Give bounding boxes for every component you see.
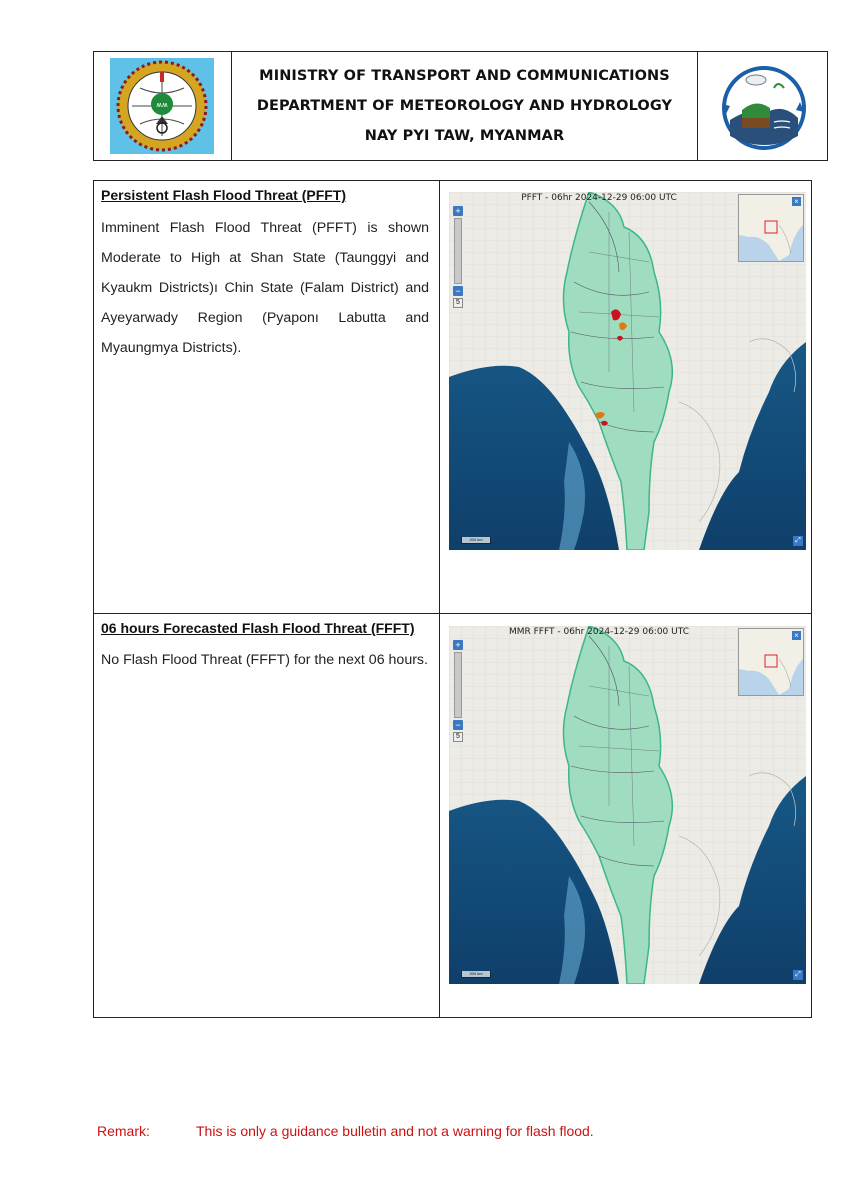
overview-inset-map[interactable] — [738, 194, 804, 262]
zoom-slider[interactable] — [454, 218, 462, 284]
scale-bar: 200 km — [461, 537, 491, 544]
zoom-in-button[interactable]: + — [453, 206, 463, 216]
ministry-emblem-logo — [110, 58, 214, 154]
expand-map-button[interactable]: ⤢ — [793, 536, 803, 546]
scale-bar: 200 km — [461, 971, 491, 978]
pfft-section-title: Persistent Flash Flood Threat (PFFT) — [101, 187, 347, 203]
bulletin-content-table — [93, 180, 812, 1018]
svg-text:ʍʍ: ʍʍ — [156, 101, 168, 109]
overview-inset-map[interactable] — [738, 628, 804, 696]
column-divider — [439, 181, 440, 1017]
ffft-section-title: 06 hours Forecasted Flash Flood Threat (FFFT) — [101, 620, 415, 636]
pfft-map-title: PFFT - 06hr 2024-12-29 06:00 UTC — [521, 193, 677, 203]
ministry-logo-cell — [94, 52, 232, 160]
zoom-in-button[interactable]: + — [453, 640, 463, 650]
dmh-logo-cell — [698, 52, 827, 160]
zoom-slider[interactable] — [454, 652, 462, 718]
pfft-section-body: Imminent Flash Flood Threat (PFFT) is shown Moderate to High at Shan State (Taunggyi and Kyaukm Districts)ı Chin State (Falam District) and Ayeyarwady Region (Pyaponı Labutta and Myaungmya Districts). — [101, 220, 429, 356]
hydrology-cycle-logo — [712, 58, 816, 154]
header-title-block — [232, 52, 698, 160]
ffft-map[interactable] — [449, 626, 806, 984]
zoom-out-button[interactable]: − — [453, 286, 463, 296]
department-name: DEPARTMENT OF METEOROLOGY AND HYDROLOGY — [256, 98, 673, 114]
ffft-map-title: MMR FFFT - 06hr 2024-12-29 06:00 UTC — [508, 627, 689, 637]
expand-map-button[interactable]: ⤢ — [793, 970, 803, 980]
remark-text: This is only a guidance bulletin and not a warning for flash flood. — [196, 1123, 594, 1139]
ministry-name: MINISTRY OF TRANSPORT AND COMMUNICATIONS — [259, 68, 670, 84]
zoom-out-button[interactable]: − — [453, 720, 463, 730]
inset-close-button[interactable]: × — [792, 197, 801, 206]
zoom-level-indicator: 5 — [453, 732, 463, 742]
location-name: NAY PYI TAW, MYANMAR — [364, 128, 565, 144]
pfft-map[interactable] — [449, 192, 806, 550]
bulletin-header — [93, 51, 828, 161]
row-divider — [94, 613, 811, 614]
remark-label: Remark: — [97, 1123, 150, 1139]
ffft-section-body: No Flash Flood Threat (FFFT) for the next 06 hours. — [101, 652, 428, 668]
zoom-level-indicator: 5 — [453, 298, 463, 308]
inset-close-button[interactable]: × — [792, 631, 801, 640]
